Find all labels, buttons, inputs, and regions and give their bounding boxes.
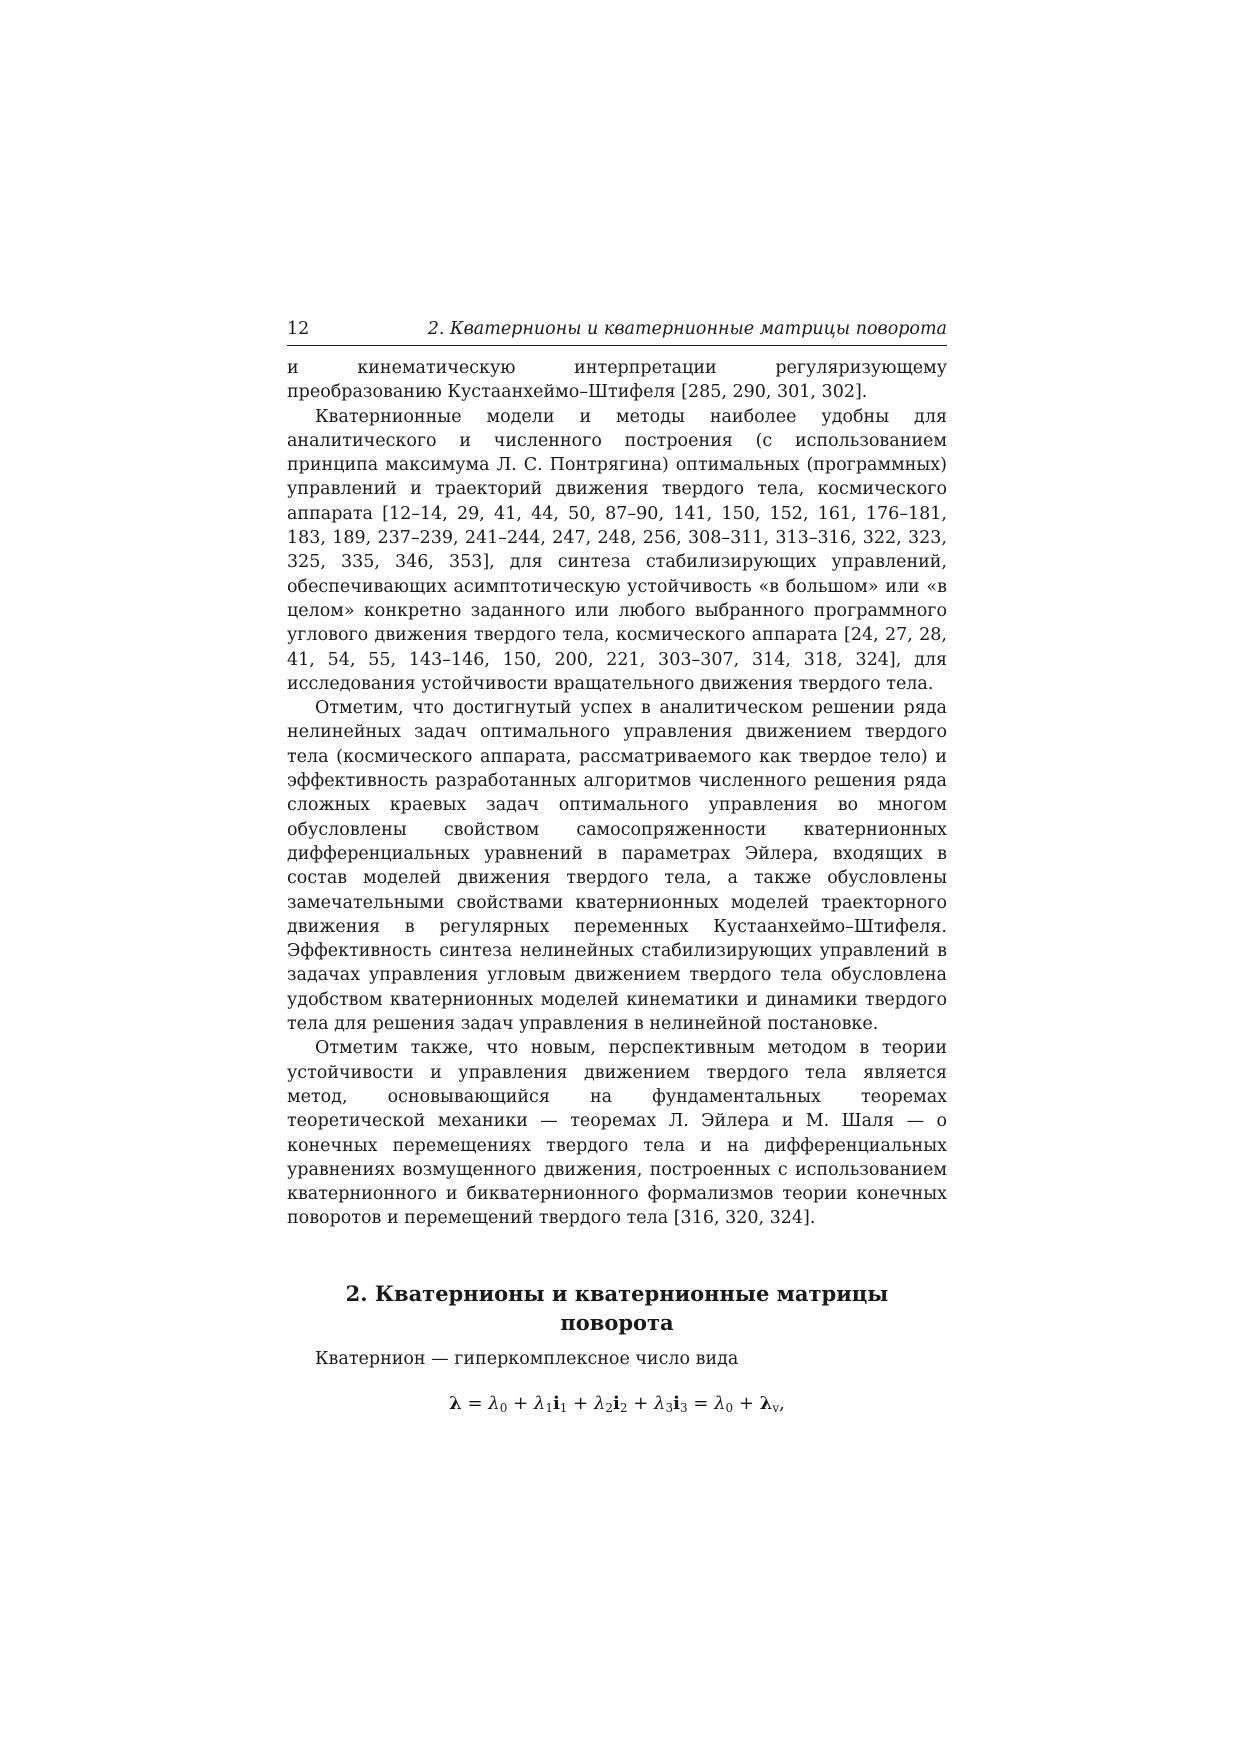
- formula-l2: λ: [593, 1392, 606, 1414]
- formula-i1: i: [552, 1392, 560, 1414]
- formula-sub2: 2: [605, 1400, 614, 1415]
- formula-equals: =: [461, 1392, 489, 1414]
- formula-plus-2: +: [567, 1392, 594, 1414]
- formula-comma: ,: [779, 1392, 785, 1414]
- formula-l0b: λ: [714, 1392, 726, 1414]
- formula-i3: i: [673, 1392, 680, 1414]
- section-heading-line-1: 2. Кватернионы и кватернионные матрицы: [345, 1280, 889, 1306]
- formula-equals-2: =: [687, 1392, 715, 1414]
- formula-sub2b: 2: [619, 1400, 628, 1415]
- formula-l3: λ: [654, 1392, 666, 1414]
- formula-sub1: 1: [545, 1400, 553, 1415]
- quaternion-formula: [287, 1391, 947, 1421]
- formula-sub3: 3: [665, 1400, 674, 1415]
- section-heading-line-2: поворота: [560, 1309, 674, 1335]
- formula-l1: λ: [533, 1392, 546, 1414]
- formula-plus-1: +: [507, 1392, 534, 1414]
- paragraph-1: и кинематическую интерпретации регуляризующему преобразованию Кустаанхеймо–Штифеля [285, 290, 301, 302].: [287, 358, 947, 403]
- formula-lambda-v: λ: [759, 1392, 773, 1414]
- formula-i2: i: [613, 1392, 620, 1414]
- paragraph-2: Кватернионные модели и методы наиболее удобны для аналитического и численного построения (с использованием принципа максимума Л. С. Понтрягина) оптимальных (программных) управлений и траекторий движения твердого тела, космического аппарата [12–14, 29, 41, 44, 50, 87–90, 141, 150, 152, 161, 176–181, 183, 189, 237–239, 241–244, 247, 248, 256, 308–311, 313–316, 322, 323, 325, 335, 346, 353], для синтеза стабилизирующих управлений, обеспечивающих асимптотическую устойчивость «в большом» или «в целом» конкретно заданного или любого выбранного программного углового движения твердого тела, космического аппарата [24, 27, 28, 41, 54, 55, 143–146, 150, 200, 221, 303–307, 314, 318, 324], для исследования устойчивости вращательного движения твердого тела.: [287, 406, 947, 694]
- formula-sub0b: 0: [725, 1400, 734, 1415]
- formula-subv: v: [772, 1400, 780, 1415]
- body-text: [287, 356, 947, 1231]
- paragraph-3: Отметим, что достигнутый успех в аналитическом решении ряда нелинейных задач оптимального управления движением твердого тела (космического аппарата, рассматриваемого как твердое тело) и эффективность разработанных алгоритмов численного решения ряда сложных краевых задач оптимального управления во многом обусловлены свойством самосопряженности кватернионных дифференциальных уравнений в параметрах Эйлера, входящих в состав моделей движения твердого тела, а также обусловлены замечательными свойствами кватернионных моделей траекторного движения в регулярных переменных Кустаанхеймо–Штифеля. Эффективность синтеза нелинейных стабилизирующих управлений в задачах управления угловым движением твердого тела обусловлена удобством кватернионных моделей кинематики и динамики твердого тела для решения задач управления в нелинейной постановке.: [287, 698, 947, 1035]
- running-title: 2. Кватернионы и кватернионные матрицы поворота: [427, 319, 947, 339]
- formula-plus-3: +: [627, 1392, 655, 1414]
- formula-sub1b: 1: [559, 1400, 568, 1415]
- page: [287, 318, 947, 1421]
- paragraph-4: Отметим также, что новым, перспективным методом в теории устойчивости и управления движением твердого тела является метод, основывающийся на фундаментальных теоремах теоретической механики — теоремах Л. Эйлера и М. Шаля — о конечных перемещениях твердого тела и на дифференциальных уравнениях возмущенного движения, построенных с использованием кватернионного и бикватернионного формализмов теории конечных поворотов и перемещений твердого тела [316, 320, 324].: [287, 1038, 947, 1229]
- formula-l0: λ: [488, 1392, 500, 1414]
- page-number: 12: [287, 319, 310, 339]
- formula-sub0: 0: [499, 1400, 508, 1415]
- formula-sub3b: 3: [679, 1400, 688, 1415]
- formula-plus-4: +: [733, 1392, 760, 1414]
- section-heading: [287, 1279, 947, 1337]
- formula-lambda-bold: λ: [449, 1392, 462, 1414]
- section-intro: Кватернион — гиперкомплексное число вида: [315, 1348, 739, 1369]
- running-head: [287, 318, 947, 346]
